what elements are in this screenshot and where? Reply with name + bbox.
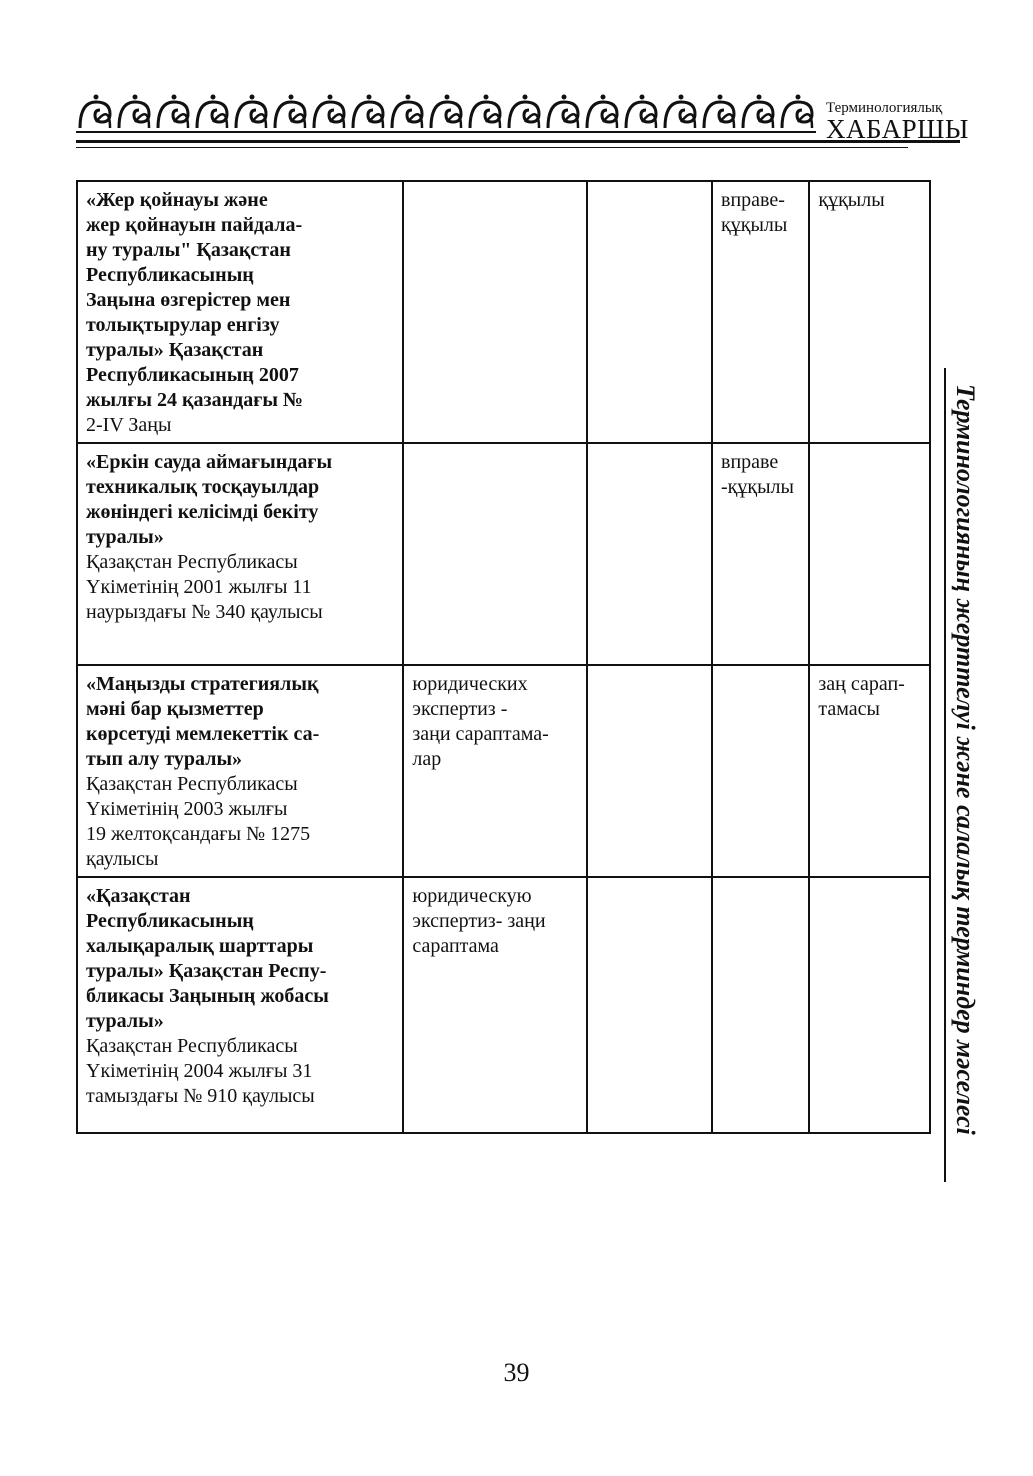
ornament-motif xyxy=(158,95,188,129)
ornament-motif xyxy=(80,95,110,129)
ornament-motif xyxy=(119,95,149,129)
document-title-line: жөніндегі келісімді бекіту xyxy=(86,501,319,523)
document-title-line: туралы» Қазақстан Респу- xyxy=(86,960,327,982)
ornament-motif xyxy=(548,95,578,129)
ornament-band xyxy=(76,92,816,138)
table-row xyxy=(77,181,930,443)
document-source-line: 2-IV Заңы xyxy=(86,414,172,436)
term-line: юридическую xyxy=(412,885,532,907)
term-line: экспертиз - xyxy=(412,698,508,720)
document-title-line: ну туралы" Қазақстан xyxy=(86,239,291,261)
ornament-motif xyxy=(431,95,461,129)
term-line: сараптама xyxy=(412,935,499,957)
term-line: құқылы xyxy=(721,214,788,236)
term-cell-2 xyxy=(403,877,587,1133)
document-title-line: Республикасының 2007 xyxy=(86,364,299,386)
ornament-motif xyxy=(743,95,773,129)
journal-title-big: ХАБАРШЫ xyxy=(826,114,969,144)
document-title-line: Заңына өзгерістер мен xyxy=(86,289,291,311)
term-line: юридических xyxy=(412,673,528,695)
term-cell-5 xyxy=(809,877,930,1133)
document-source-line: Үкіметінің 2001 жылғы 11 xyxy=(86,576,312,598)
document-source-line: 19 желтоқсандағы № 1275 xyxy=(86,823,311,845)
term-cell-3 xyxy=(587,181,712,443)
document-title-line: жылғы 24 қазандағы № xyxy=(86,389,304,411)
term-cell-4 xyxy=(712,443,809,665)
term-cell-5 xyxy=(809,181,930,443)
document-title-line: мәні бар қызметтер xyxy=(86,698,264,720)
document-title-line: техникалық тосқауылдар xyxy=(86,476,320,498)
ornament-motif xyxy=(236,95,266,129)
document-title-line: «Жер қойнауы және xyxy=(86,189,268,211)
term-cell-4 xyxy=(712,665,809,877)
term-cell-3 xyxy=(587,877,712,1133)
term-line: лар xyxy=(412,748,442,770)
terms-table-body xyxy=(77,181,930,1133)
document-source-line: Үкіметінің 2003 жылғы xyxy=(86,798,288,820)
journal-title-small: Терминологиялық xyxy=(826,100,943,116)
document-title-line: халықаралық шарттары xyxy=(86,935,314,957)
document-source-line: Қазақстан Республикасы xyxy=(86,551,298,573)
document-title-line: Республикасының xyxy=(86,910,254,932)
term-line: экспертиз- заңи xyxy=(412,910,546,932)
document-source-line: Үкіметінің 2004 жылғы 31 xyxy=(86,1060,313,1082)
term-cell-3 xyxy=(587,443,712,665)
term-line: вправе xyxy=(721,451,779,473)
journal-title xyxy=(826,100,969,144)
ornament-motif xyxy=(704,95,734,129)
ornament-motif xyxy=(626,95,656,129)
document-source-line: қаулысы xyxy=(86,848,159,870)
term-line: заң сарап- xyxy=(818,673,905,695)
term-cell-2 xyxy=(403,665,587,877)
side-rule xyxy=(944,368,946,1182)
side-caption: Терминологияның жерттелуі және салалық терминдер мәселесі xyxy=(951,384,980,1135)
document-source-line: тамыздағы № 910 қаулысы xyxy=(86,1085,315,1107)
term-cell-4 xyxy=(712,877,809,1133)
document-title-cell xyxy=(77,443,403,665)
document-source-line: Қазақстан Республикасы xyxy=(86,773,298,795)
term-cell-3 xyxy=(587,665,712,877)
document-title-line: бликасы Заңының жобасы xyxy=(86,985,329,1007)
term-cell-4 xyxy=(712,181,809,443)
document-title-cell xyxy=(77,877,403,1133)
ornament-motif xyxy=(782,95,812,129)
header-rule-thick xyxy=(76,140,960,143)
term-line: құқылы xyxy=(818,189,885,211)
term-cell-5 xyxy=(809,443,930,665)
ornament-motif xyxy=(197,95,227,129)
ornament-motif xyxy=(509,95,539,129)
ornament-motif xyxy=(470,95,500,129)
document-title-line: туралы» xyxy=(86,526,164,548)
ornament-motif xyxy=(587,95,617,129)
ornament-motif xyxy=(665,95,695,129)
document-title-line: «Еркін сауда аймағындағы xyxy=(86,451,333,473)
document-title-cell xyxy=(77,181,403,443)
document-title-line: туралы» xyxy=(86,1010,164,1032)
term-line: тамасы xyxy=(818,698,880,720)
document-title-line: тып алу туралы» xyxy=(86,748,243,770)
ornament-motif xyxy=(275,95,305,129)
document-source-line: наурыздағы № 340 қаулысы xyxy=(86,601,323,623)
document-title-line: көрсетуді мемлекеттік са- xyxy=(86,723,320,745)
ornament-motif xyxy=(353,95,383,129)
page-number: 39 xyxy=(503,1358,530,1387)
document-title-line: «Маңызды стратегиялық xyxy=(86,673,319,695)
document-title-line: толықтырулар енгізу xyxy=(86,314,280,336)
term-line: заңи сараптама- xyxy=(412,723,549,745)
document-source-line: Қазақстан Республикасы xyxy=(86,1035,298,1057)
table-row xyxy=(77,665,930,877)
table-row xyxy=(77,877,930,1133)
term-line: вправе- xyxy=(721,189,785,211)
term-cell-5 xyxy=(809,665,930,877)
header-rule-thin xyxy=(76,147,908,148)
document-title-line: туралы» Қазақстан xyxy=(86,339,264,361)
term-cell-2 xyxy=(403,181,587,443)
terms-table xyxy=(76,180,931,1134)
term-line: -құқылы xyxy=(721,476,794,498)
document-title-line: жер қойнауын пайдала- xyxy=(86,214,303,236)
table-row xyxy=(77,443,930,665)
document-title-line: Республикасының xyxy=(86,264,254,286)
ornament-motif xyxy=(392,95,422,129)
ornament-motif xyxy=(314,95,344,129)
document-title-line: «Қазақстан xyxy=(86,885,191,907)
document-title-cell xyxy=(77,665,403,877)
term-cell-2 xyxy=(403,443,587,665)
